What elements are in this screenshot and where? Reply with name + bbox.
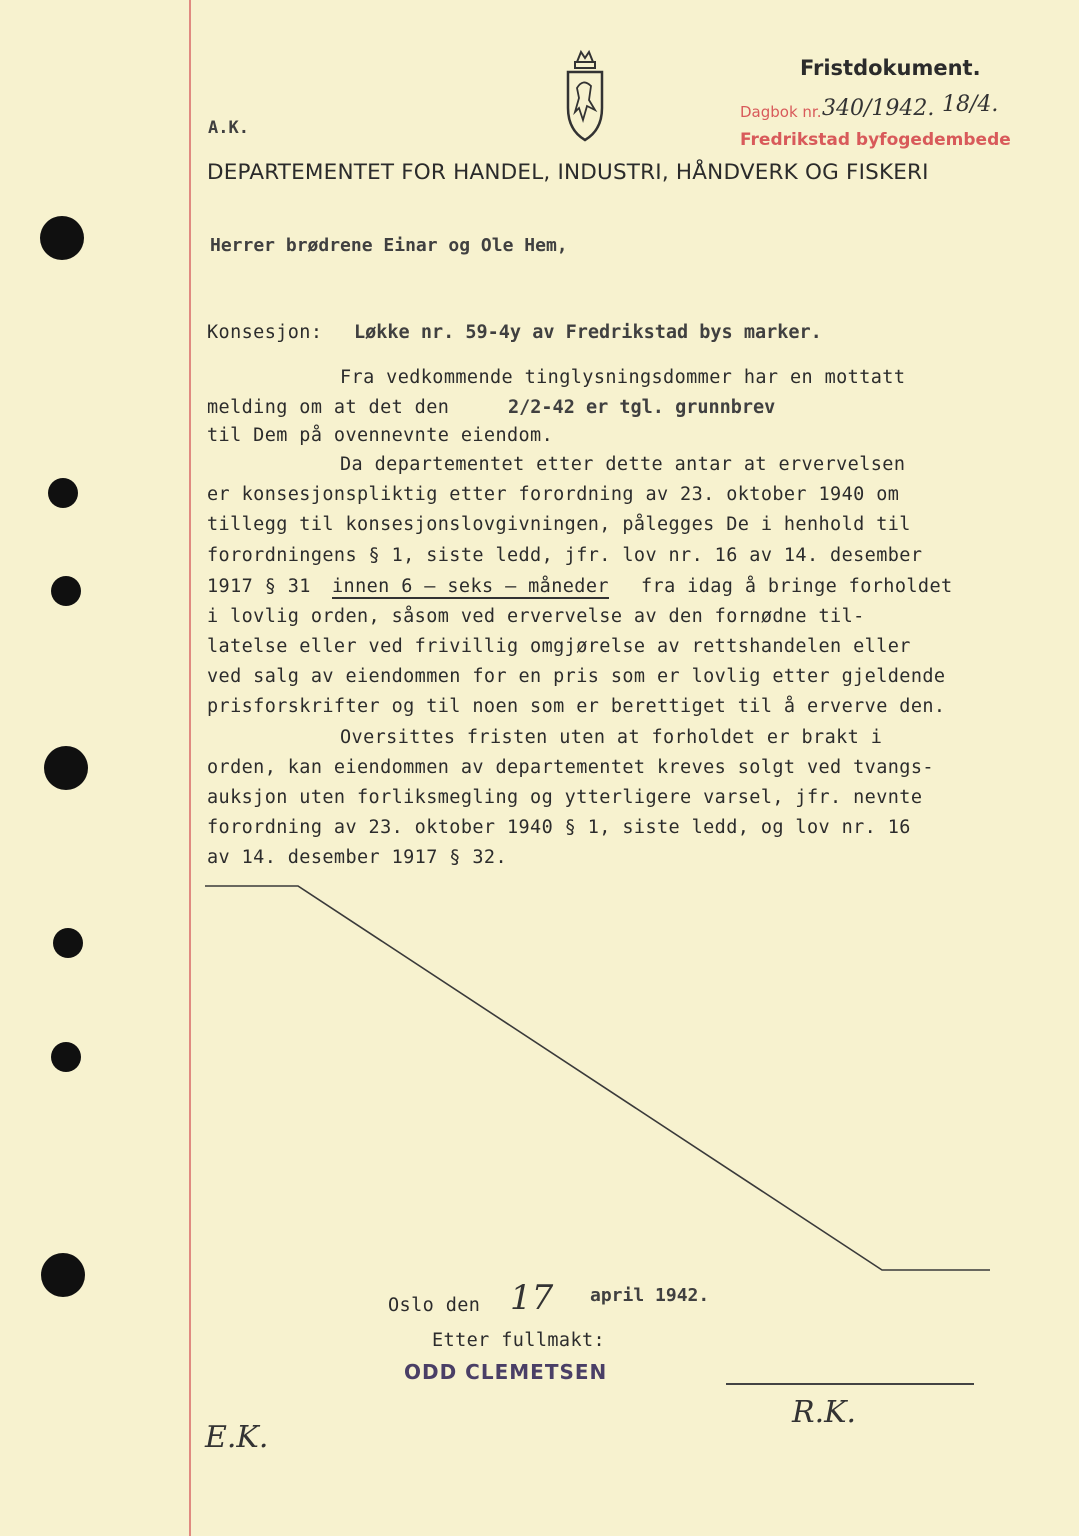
void-diagonal-line — [200, 878, 1000, 1278]
body-line: 1917 § 31 — [207, 576, 311, 597]
margin-line — [189, 0, 191, 1536]
body-line: Fra vedkommende tinglysningsdommer har en mottatt — [340, 367, 906, 388]
day-handwritten: 17 — [510, 1278, 554, 1318]
dagbok-date: 18/4. — [942, 92, 999, 117]
punch-hole — [44, 746, 88, 790]
coat-of-arms-icon — [563, 48, 607, 146]
punch-hole — [51, 1042, 81, 1072]
deadline-underlined: innen 6 – seks – måneder — [332, 576, 609, 597]
fristdokument-label: Fristdokument. — [800, 56, 981, 80]
bottom-initials: E.K. — [205, 1420, 269, 1455]
body-line: melding om at det den — [207, 397, 450, 418]
place-label: Oslo den — [388, 1295, 481, 1316]
header-initials: A.K. — [208, 118, 249, 138]
body-line: Oversittes fristen uten at forholdet er brakt i — [340, 727, 883, 748]
body-line: latelse eller ved frivillig omgjørelse av rettshandelen eller — [207, 636, 911, 657]
punch-hole — [51, 576, 81, 606]
authority-label: Etter fullmakt: — [432, 1330, 606, 1351]
signatory-stamp: ODD CLEMETSEN — [404, 1360, 608, 1384]
punch-hole — [48, 478, 78, 508]
body-line: auksjon uten forliksmegling og ytterligere varsel, jfr. nevnte — [207, 787, 923, 808]
konsesjon-label: Konsesjon: — [207, 322, 323, 343]
addressee: Herrer brødrene Einar og Ole Hem, — [210, 235, 568, 256]
body-line: av 14. desember 1917 § 32. — [207, 847, 507, 868]
body-line: fra idag å bringe forholdet — [641, 576, 953, 597]
body-line: forordningens § 1, siste ledd, jfr. lov nr. 16 av 14. desember — [207, 545, 923, 566]
dagbok-year: /1942. — [864, 96, 935, 121]
body-line: ved salg av eiendommen for en pris som er lovlig etter gjeldende — [207, 666, 946, 687]
body-line: i lovlig orden, såsom ved ervervelse av den fornødne til- — [207, 606, 865, 627]
body-line: er konsesjonspliktig etter forordning av 23. oktober 1940 om — [207, 484, 900, 505]
body-line: forordning av 23. oktober 1940 § 1, siste ledd, og lov nr. 16 — [207, 817, 911, 838]
body-line: tillegg til konsesjonslovgivningen, pålegges De i henhold til — [207, 514, 911, 535]
punch-hole — [40, 216, 84, 260]
month-year: april 1942. — [590, 1285, 710, 1306]
court-stamp: Fredrikstad byfogedembede — [740, 130, 1011, 150]
signature-line — [726, 1383, 974, 1385]
body-line: til Dem på ovennevnte eiendom. — [207, 425, 554, 446]
grunnbrev-entry: 2/2-42 er tgl. grunnbrev — [508, 397, 776, 418]
department-name: DEPARTEMENTET FOR HANDEL, INDUSTRI, HÅNDVERK OG FISKERI — [207, 160, 929, 185]
dagbok-label: Dagbok nr. — [740, 103, 822, 121]
dagbok-number: 340 — [822, 96, 864, 121]
body-line: Da departementet etter dette antar at ervervelsen — [340, 454, 906, 475]
signature-initials: R.K. — [792, 1395, 857, 1430]
punch-hole — [41, 1253, 85, 1297]
konsesjon-value: Løkke nr. 59-4y av Fredrikstad bys marker. — [354, 322, 822, 343]
body-line: prisforskrifter og til noen som er berettiget til å erverve den. — [207, 696, 946, 717]
punch-hole — [53, 928, 83, 958]
body-line: orden, kan eiendommen av departementet kreves solgt ved tvangs- — [207, 757, 934, 778]
